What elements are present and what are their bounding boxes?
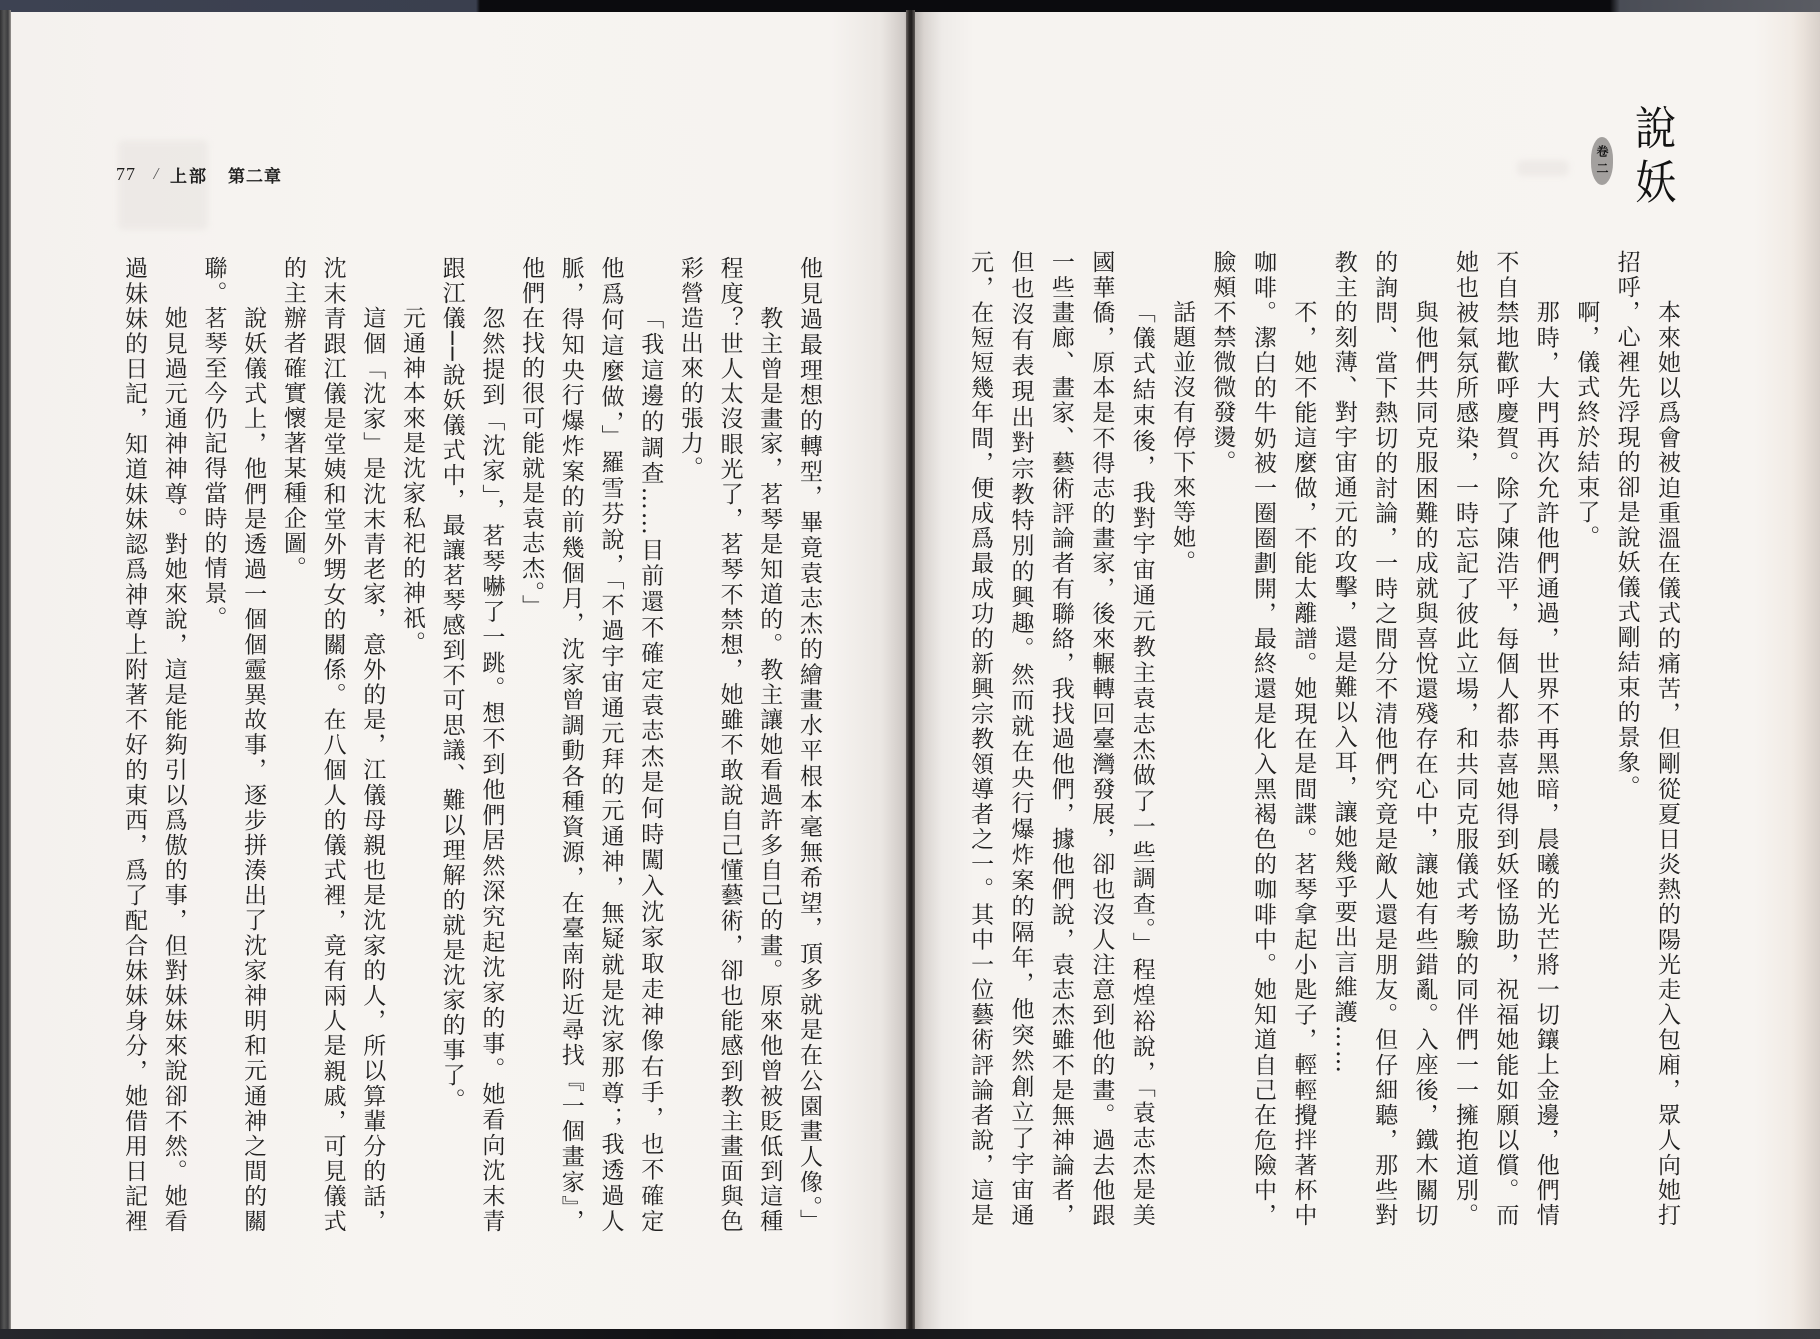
text-column: 招呼，心裡先浮現的卻是說妖儀式剛結束的景象。: [1613, 250, 1640, 800]
text-column: 啊，儀式終於結束了。: [1573, 300, 1600, 550]
text-column: 國華僑，原本是不得志的畫家，後來輾轉回臺灣發展，卻也沒人注意到他的畫。過去他跟: [1088, 250, 1115, 1228]
text-column: 他爲何這麼做，」羅雪芬說，「不過宇宙通元拜的元通神，無疑就是沈家那尊；我透過人: [597, 256, 624, 1234]
text-column: 元通神本來是沈家私祀的神祇。: [398, 306, 425, 656]
text-column: 的詢問、當下熱切的討論，一時之間分不清他們究竟是敵人還是朋友。但仔細聽，那些對: [1371, 250, 1398, 1228]
book-title-char: 說: [1628, 104, 1678, 158]
text-column: 這個「沈家」是沈末青老家，意外的是，江儀母親也是沈家的人，所以算輩分的話，: [359, 306, 386, 1234]
book-spine: [906, 10, 915, 1332]
text-column: 「我這邊的調查……目前還不確定袁志杰是何時闖入沈家取走神像右手，也不確定: [637, 306, 664, 1234]
text-column: 話題並沒有停下來等她。: [1169, 300, 1196, 575]
chapter-title: 第二章: [228, 166, 282, 187]
text-column: 咖啡。潔白的牛奶被一圈圈劃開，最終還是化入黑褐色的咖啡中。她知道自己在危險中，: [1249, 250, 1276, 1228]
part-title: 上部: [170, 166, 208, 187]
text-column: 彩營造出來的張力。: [676, 256, 703, 481]
text-column: 不自禁地歡呼慶賀。除了陳浩平，每個人都恭喜她得到妖怪協助，祝福她能如願以償。而: [1492, 250, 1519, 1228]
book-title-char: 妖: [1628, 158, 1678, 212]
book-title-logo: [1628, 104, 1678, 222]
text-column: 教主曾是畫家，茗琴是知道的。教主讓她看過許多自己的畫。原來他曾被貶低到這種: [756, 306, 783, 1234]
text-column: 過妹妹的日記，知道妹妹認爲神尊上附著不好的東西，爲了配合妹妹身分，她借用日記裡: [121, 256, 148, 1234]
scan-border-bottom: [0, 1329, 1820, 1339]
text-column: 元，在短短幾年間，便成爲最成功的新興宗教領導者之一。其中一位藝術評論者說，這是: [967, 250, 994, 1228]
text-column: 脈，得知央行爆炸案的前幾個月，沈家曾調動各種資源，在臺南附近尋找『一個畫家』，: [557, 256, 584, 1234]
text-column: 說妖儀式上，他們是透過一個個靈異故事，逐步拼湊出了沈家神明和元通神之間的關: [240, 306, 267, 1234]
page-number: 77: [116, 163, 136, 184]
left-page-body-text: [113, 256, 828, 1234]
text-column: 沈末青跟江儀是堂姨和堂外甥女的關係。在八個人的儀式裡，竟有兩人是親戚，可見儀式: [319, 256, 346, 1234]
text-column: 但也沒有表現出對宗教特別的興趣。然而就在央行爆炸案的隔年，他突然創立了宇宙通: [1007, 250, 1034, 1228]
text-column: 本來她以爲會被迫重溫在儀式的痛苦，但剛從夏日炎熱的陽光走入包廂，眾人向她打: [1654, 300, 1680, 1228]
text-column: 她見過元通神神尊。對她來說，這是能夠引以爲傲的事，但對妹妹來說卻不然。她看: [160, 306, 187, 1234]
text-column: 「儀式結束後，我對宇宙通元教主袁志杰做了一些調查。」程煌裕說，「袁志杰是美: [1128, 300, 1155, 1228]
volume-label: 卷二: [1595, 145, 1609, 179]
scan-border-left: [0, 10, 11, 1332]
text-column: 一些畫廊、畫家、藝術評論者有聯絡，我找過他們，據他們說，袁志杰雖不是無神論者，: [1047, 250, 1074, 1228]
text-column: 的主辦者確實懷著某種企圖。: [279, 256, 306, 581]
text-column: 忽然提到「沈家」，茗琴嚇了一跳。想不到他們居然深究起沈家的事。她看向沈末青: [478, 306, 505, 1234]
text-column: 程度？世人太沒眼光了，茗琴不禁想，她雖不敢說自己懂藝術，卻也能感到教主畫面與色: [716, 256, 743, 1234]
text-column: 聯。茗琴至今仍記得當時的情景。: [200, 256, 227, 631]
text-column: 那時，大門再次允許他們通過，世界不再黑暗，晨曦的光芒將一切鑲上金邊，他們情: [1532, 300, 1559, 1228]
text-column: 他們在找的很可能就是袁志杰。」: [518, 256, 545, 620]
text-column: 她也被氣氛所感染，一時忘記了彼此立場，和共同克服儀式考驗的同伴們一一擁抱道別。: [1451, 250, 1478, 1228]
text-column: 與他們共同克服困難的成就與喜悅還殘存在心中，讓她有些錯亂。入座後，鐵木關切: [1411, 300, 1438, 1228]
header-separator: /: [153, 164, 159, 183]
text-column: 臉頰不禁微微發燙。: [1209, 250, 1236, 475]
running-head-left: [116, 161, 282, 187]
text-column: 教主的刻薄、對宇宙通元的攻擊，還是難以入耳，讓她幾乎要出言維護……: [1330, 250, 1357, 1075]
text-column: 他見過最理想的轉型，畢竟袁志杰的繪畫水平根本毫無希望，頂多就是在公園畫人像。」: [796, 256, 822, 1234]
bleed-through-mark: [1517, 160, 1569, 176]
text-column: 跟江儀──說妖儀式中，最讓茗琴感到不可思議、難以理解的就是沈家的事了。: [438, 256, 465, 1113]
text-column: 不，她不能這麼做，不能太離譜。她現在是間諜。茗琴拿起小匙子，輕輕攪拌著杯中: [1290, 300, 1317, 1228]
right-page-body-text: [960, 250, 1687, 1228]
